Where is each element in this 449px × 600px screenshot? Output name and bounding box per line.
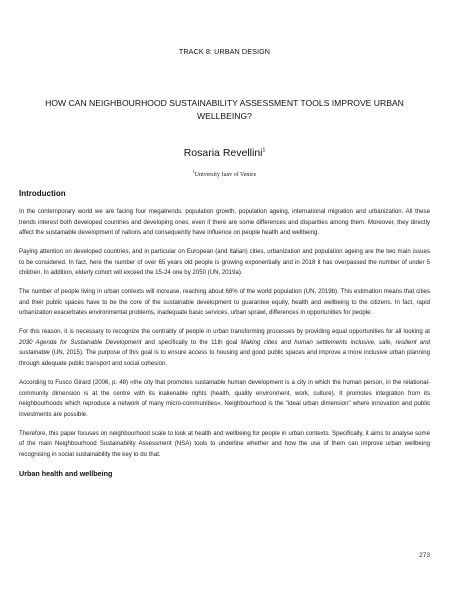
paragraph-4-part-c: (UN, 2015). The purpose of this goal is to ensure access to housing and good public spaces and improve a more inclusive urban planning through adequate public transport and social cohesion. — [19, 349, 430, 368]
paragraph-3: The number of people living in urban contexts will increase, reaching about 68% of the world population (UN, 2019b). This estimation means that cities and their public spaces have to be the core of the sustainable development to guarantee equity, health and wellbeing to the citizens. In fact, rapid urbanization exacerbates environmental problems, inadequate basic services, urban sprawl, differences in opportunities for people. — [19, 288, 430, 317]
paper-title: HOW CAN NEIGHBOURHOOD SUSTAINABILITY ASSESSMENT TOOLS IMPROVE URBAN WELLBEING? — [45, 98, 404, 121]
page-number: 273 — [419, 552, 430, 559]
paragraph-5: According to Fusco Girard (2006, p. 48) «the city that promotes sustainable human development is a city in which the human person, in the relational-community dimension is at the centre with its inalienable rights (health, quality environment, work, culture). It promotes integration from its neighbourhoods which reproduce a network of many micro-communities». Neighbourhood is the "ideal urban dimension" where innovation and public investments are possible. — [19, 378, 430, 418]
affiliation — [0, 169, 449, 178]
paragraph-4-part-a: For this reason, it is necessary to recognize the centrality of people in urban transforming processes by providing equal opportunities for all looking at — [19, 328, 430, 336]
paragraph-6: Therefore, this paper focuses on neighbourhood scale to look at health and wellbeing for people in urban contexts. Specifically, it aims to analyse some of the main Neighbourhood Sustainability Assessment (NSA) tools to underline whether and how the use of them can improve urban wellbeing recognising in social sustainability the key to do that. — [19, 429, 430, 458]
affiliation-mark: 1 — [192, 169, 195, 174]
paragraph-1: In the contemporary world we are facing four megatrends: population growth, population ageing, international migration and urbanization. All these trends interest both developed countries and developing ones, even if there are some differences and disparities among them. Moreover, they directly affect the sustainable development of nations and consequently have influence on people health and wellbeing. — [19, 208, 430, 237]
section-heading-urban-health: Urban health and wellbeing — [19, 468, 113, 478]
author-line — [0, 147, 449, 159]
paragraph-2: Paying attention on developed countries, and in particular on European (and Italian) cities, urbanization and population ageing are the two main issues to be considered. In fact, here the number of over 65 years old people is growing exponentially and in 2018 it has overpassed the number of under 5 children. In addition, elderly cohort will exceed the 15-24 one by 2050 (UN, 2019a). — [19, 248, 430, 277]
author-mark: 1 — [262, 147, 266, 154]
paragraph-4-part-b: and specifically to the 11th goal — [141, 338, 241, 346]
paragraph-4 — [19, 327, 430, 369]
section-heading-introduction: Introduction — [19, 189, 66, 198]
author-name: Rosaria Revellini — [183, 147, 263, 159]
affiliation-text: University Iuav of Venice — [194, 172, 257, 178]
paragraph-4-italic-agenda: 2030 Agenda for Sustainable Development — [19, 338, 142, 346]
track-header: TRACK 8: URBAN DESIGN — [178, 47, 271, 56]
paper-body — [19, 189, 430, 478]
paragraph-4-italic-goal: Making cities and human settlements inclusive, safe, resilient and sustainable — [19, 338, 430, 357]
